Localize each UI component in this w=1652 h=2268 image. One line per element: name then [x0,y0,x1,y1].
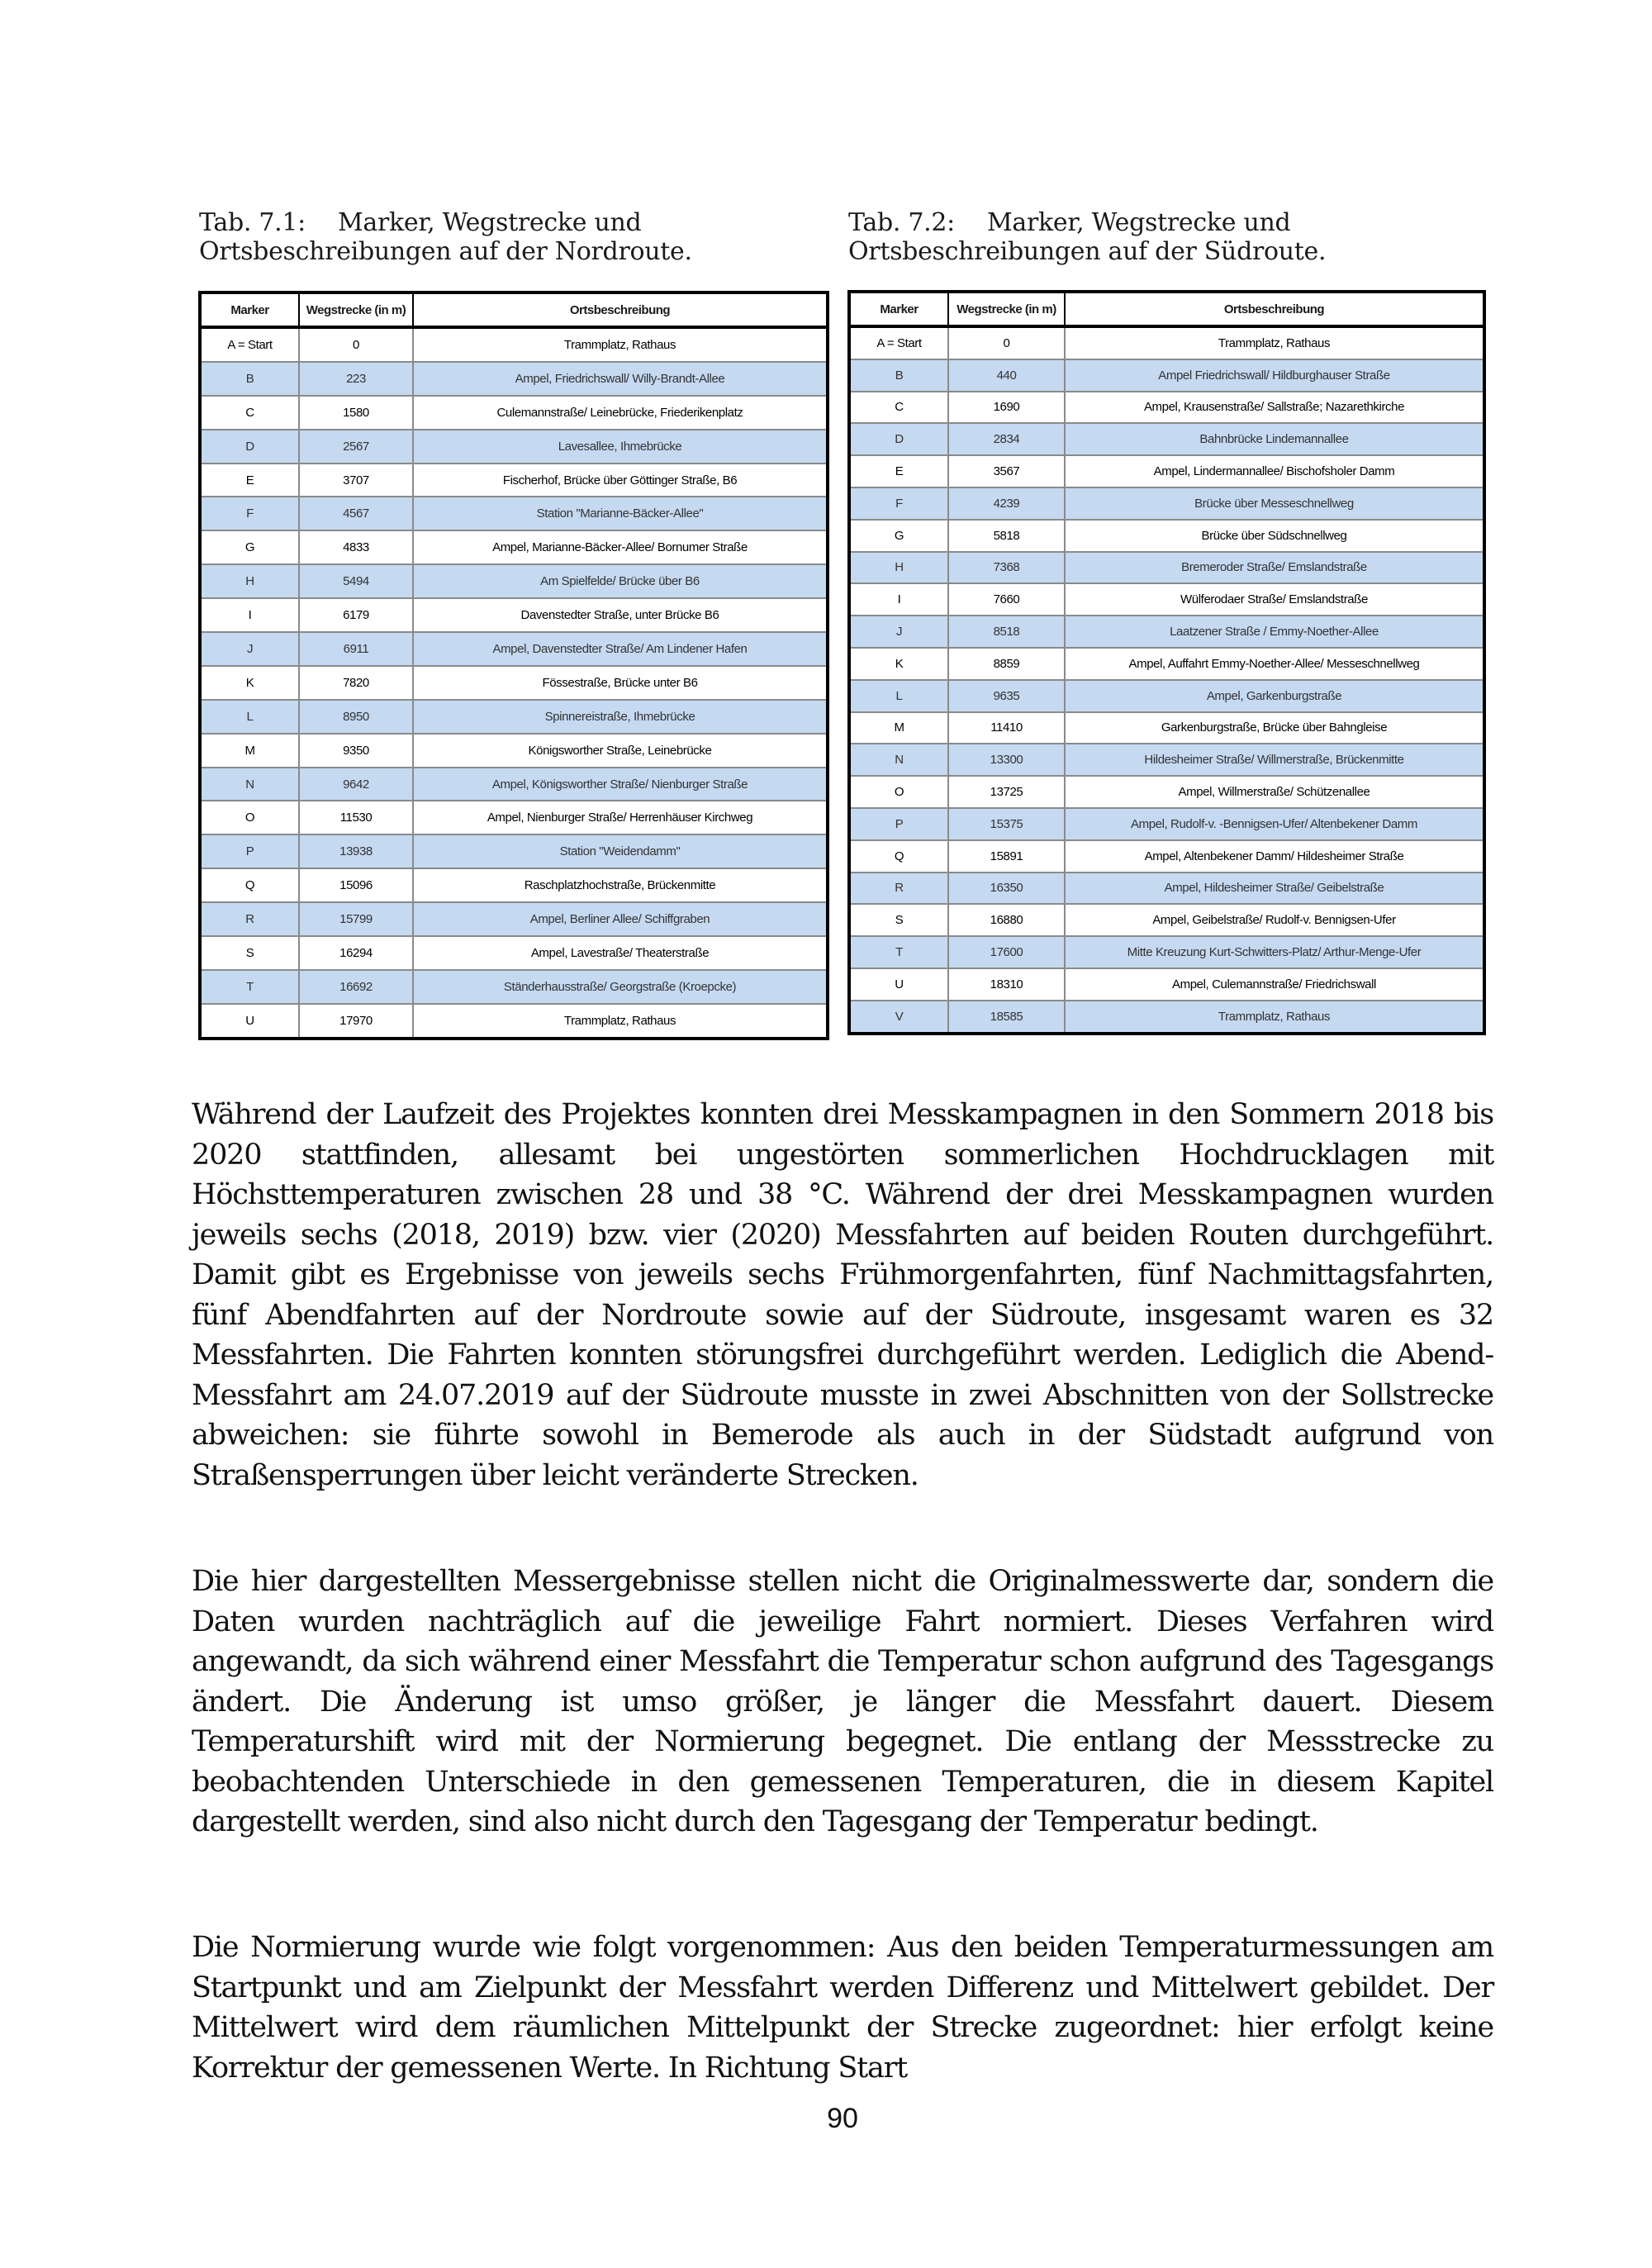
table-row [200,801,828,834]
table-header-row [200,292,828,327]
table-row [200,632,828,666]
cell-wegstrecke: 0 [948,326,1065,359]
cell-marker: H [849,552,948,584]
cell-wegstrecke: 15799 [299,902,413,936]
cell-ortsbeschreibung: Ampel, Nienburger Straße/ Herrenhäuser Kirchweg [413,801,828,834]
body-paragraph-messkampagnen: Während der Laufzeit des Projektes konnten drei Messkampagnen in den Sommern 2018 bis 2020 stattfinden, allesamt bei ungestörten sommerlichen Hochdrucklagen mit Höchsttemperaturen zwischen 28 und 38 °C. Während der drei Messkampagnen wurden jeweils sechs (2018, 2019) bzw. vier (2020) Messfahrten auf beiden Routen durchgeführt. Damit gibt es Ergebnisse von jeweils sechs Frühmorgenfahrten, fünf Nachmittagsfahrten, fünf Abendfahrten auf der Nordroute sowie auf der Südroute, insgesamt waren es 32 Messfahrten. Die Fahrten konnten störungsfrei durchgeführt werden. Lediglich die Abend-Messfahrt am 24.07.2019 auf der Südroute musste in zwei Abschnitten von der Sollstrecke abweichen: sie führte sowohl in Bemerode als auch in der Südstadt aufgrund von Straßensperrungen über leicht veränderte Strecken. [192,1098,1493,1492]
cell-ortsbeschreibung: Ampel, Marianne-Bäcker-Allee/ Bornumer Straße [413,530,828,564]
cell-wegstrecke: 7368 [948,552,1065,584]
table-row [200,598,828,632]
cell-ortsbeschreibung: Ampel, Geibelstraße/ Rudolf-v. Bennigsen-Ufer [1065,904,1484,936]
cell-wegstrecke: 16350 [948,872,1065,905]
cell-marker: U [849,968,948,1001]
cell-wegstrecke: 2567 [299,430,413,464]
cell-marker: R [849,872,948,905]
column-header-ortsbeschreibung: Ortsbeschreibung [1065,292,1484,326]
cell-ortsbeschreibung: Garkenburgstraße, Brücke über Bahngleise [1065,712,1484,744]
page-number: 90 [827,2103,858,2134]
cell-ortsbeschreibung: Ampel, Rudolf-v. -Bennigsen-Ufer/ Altenbekener Damm [1065,808,1484,840]
cell-marker: L [849,680,948,712]
cell-ortsbeschreibung: Trammplatz, Rathaus [1065,326,1484,359]
table-row [849,359,1484,392]
cell-wegstrecke: 4833 [299,530,413,564]
cell-ortsbeschreibung: Ampel, Krausenstraße/ Sallstraße; Nazarethkirche [1065,392,1484,424]
cell-marker: D [849,423,948,455]
cell-marker: T [200,970,299,1004]
cell-ortsbeschreibung: Culemannstraße/ Leinebrücke, Friederikenplatz [413,396,828,430]
table-row [200,700,828,734]
cell-ortsbeschreibung: Spinnereistraße, Ihmebrücke [413,700,828,734]
cell-marker: S [200,936,299,970]
cell-ortsbeschreibung: Brücke über Messeschnellweg [1065,487,1484,520]
table-row [849,904,1484,936]
cell-wegstrecke: 18310 [948,968,1065,1001]
column-header-ortsbeschreibung: Ortsbeschreibung [413,292,828,327]
table-row [849,808,1484,840]
cell-wegstrecke: 9635 [948,680,1065,712]
table-row [200,497,828,530]
column-header-wegstrecke: Wegstrecke (in m) [299,292,413,327]
cell-marker: I [200,598,299,632]
table-row [849,872,1484,905]
cell-wegstrecke: 8950 [299,700,413,734]
cell-marker: R [200,902,299,936]
table-row [200,970,828,1004]
table-caption-suedroute [848,208,1326,266]
table-row [200,768,828,801]
cell-marker: H [200,564,299,598]
cell-marker: C [200,396,299,430]
cell-marker: L [200,700,299,734]
table-row [200,530,828,564]
caption-text: Ortsbeschreibungen auf der Nordroute. [199,237,692,266]
table-row [200,564,828,598]
body-paragraph-normierung-intro: Die hier dargestellten Messergebnisse stellen nicht die Originalmesswerte dar, sondern die Daten wurden nachträglich auf die jeweilige Fahrt normiert. Dieses Verfahren wird angewandt, da sich während einer Messfahrt die Temperatur schon aufgrund des Tagesgangs ändert. Die Änderung ist umso größer, je länger die Messfahrt dauert. Diesem Temperaturshift wird mit der Normierung begegnet. Die entlang der Messstrecke zu beobachtenden Unterschiede in den gemessenen Temperaturen, die in diesem Kapitel dargestellt werden, sind also nicht durch den Tagesgang der Temperatur bedingt. [192,1565,1493,1838]
cell-wegstrecke: 7660 [948,583,1065,616]
table-header-row [849,292,1484,326]
cell-ortsbeschreibung: Ampel, Berliner Allee/ Schiffgraben [413,902,828,936]
cell-ortsbeschreibung: Ampel, Königsworther Straße/ Nienburger Straße [413,768,828,801]
cell-ortsbeschreibung: Ampel Friedrichswall/ Hildburghauser Straße [1065,359,1484,392]
cell-marker: A = Start [849,326,948,359]
cell-marker: G [849,520,948,552]
table-row [849,840,1484,872]
table-row [849,392,1484,424]
cell-marker: I [849,583,948,616]
cell-ortsbeschreibung: Fischerhof, Brücke über Göttinger Straße, B6 [413,464,828,497]
caption-text: Marker, Wegstrecke und [338,208,642,237]
cell-wegstrecke: 13938 [299,834,413,868]
cell-ortsbeschreibung: Ampel, Auffahrt Emmy-Noether-Allee/ Messeschnellweg [1065,648,1484,680]
cell-marker: D [200,430,299,464]
cell-ortsbeschreibung: Davenstedter Straße, unter Brücke B6 [413,598,828,632]
cell-wegstrecke: 16294 [299,936,413,970]
cell-ortsbeschreibung: Bremeroder Straße/ Emslandstraße [1065,552,1484,584]
caption-text: Marker, Wegstrecke und [987,208,1291,237]
cell-wegstrecke: 16692 [299,970,413,1004]
cell-wegstrecke: 11530 [299,801,413,834]
cell-marker: B [849,359,948,392]
cell-wegstrecke: 4239 [948,487,1065,520]
body-paragraph-normierung-method: Die Normierung wurde wie folgt vorgenommen: Aus den beiden Temperaturmessungen am Startpunkt und am Zielpunkt der Messfahrt werden Differenz und Mittelwert gebildet. Der Mittelwert wird dem räumlichen Mittelpunkt der Strecke zugeordnet: hier erfolgt keine Korrektur der gemessenen Werte. In Richtung Start [192,1931,1493,2085]
cell-ortsbeschreibung: Raschplatzhochstraße, Brückenmitte [413,868,828,902]
table-row [200,834,828,868]
cell-wegstrecke: 0 [299,327,413,362]
cell-ortsbeschreibung: Mitte Kreuzung Kurt-Schwitters-Platz/ Arthur-Menge-Ufer [1065,936,1484,968]
table-row [849,712,1484,744]
cell-wegstrecke: 15375 [948,808,1065,840]
cell-ortsbeschreibung: Lavesallee, Ihmebrücke [413,430,828,464]
table-row [200,430,828,464]
table-row [849,552,1484,584]
cell-wegstrecke: 9350 [299,734,413,768]
table-row [200,464,828,497]
cell-marker: K [849,648,948,680]
cell-marker: O [849,776,948,808]
table-row [849,423,1484,455]
cell-marker: E [200,464,299,497]
cell-wegstrecke: 2834 [948,423,1065,455]
cell-wegstrecke: 13300 [948,744,1065,776]
cell-wegstrecke: 16880 [948,904,1065,936]
cell-ortsbeschreibung: Am Spielfelde/ Brücke über B6 [413,564,828,598]
table-row [200,327,828,362]
cell-ortsbeschreibung: Bahnbrücke Lindemannallee [1065,423,1484,455]
cell-ortsbeschreibung: Ampel, Lavestraße/ Theaterstraße [413,936,828,970]
caption-label: Tab. 7.1: [199,208,306,237]
caption-label: Tab. 7.2: [848,208,955,237]
cell-wegstrecke: 7820 [299,666,413,700]
cell-ortsbeschreibung: Ampel, Hildesheimer Straße/ Geibelstraße [1065,872,1484,905]
cell-wegstrecke: 18585 [948,1001,1065,1034]
cell-wegstrecke: 15096 [299,868,413,902]
table-row [200,936,828,970]
cell-marker: F [200,497,299,530]
table-row [849,326,1484,359]
table-row [849,1001,1484,1034]
cell-marker: U [200,1004,299,1039]
cell-wegstrecke: 9642 [299,768,413,801]
column-header-marker: Marker [200,292,299,327]
cell-wegstrecke: 17600 [948,936,1065,968]
cell-ortsbeschreibung: Trammplatz, Rathaus [413,327,828,362]
cell-marker: P [200,834,299,868]
cell-ortsbeschreibung: Ampel, Friedrichswall/ Willy-Brandt-Allee [413,362,828,396]
cell-wegstrecke: 11410 [948,712,1065,744]
cell-marker: N [200,768,299,801]
cell-wegstrecke: 8518 [948,616,1065,648]
cell-ortsbeschreibung: Ampel, Lindermannallee/ Bischofsholer Damm [1065,455,1484,487]
column-header-marker: Marker [849,292,948,326]
cell-marker: C [849,392,948,424]
cell-ortsbeschreibung: Königsworther Straße, Leinebrücke [413,734,828,768]
cell-wegstrecke: 13725 [948,776,1065,808]
cell-ortsbeschreibung: Ständerhausstraße/ Georgstraße (Kroepcke) [413,970,828,1004]
table-row [849,648,1484,680]
cell-marker: Q [849,840,948,872]
cell-marker: T [849,936,948,968]
cell-wegstrecke: 4567 [299,497,413,530]
cell-ortsbeschreibung: Ampel, Davenstedter Straße/ Am Lindener Hafen [413,632,828,666]
cell-marker: J [849,616,948,648]
table-row [200,362,828,396]
table-row [849,776,1484,808]
cell-marker: O [200,801,299,834]
cell-marker: E [849,455,948,487]
cell-marker: A = Start [200,327,299,362]
cell-wegstrecke: 3567 [948,455,1065,487]
cell-marker: J [200,632,299,666]
table-row [849,936,1484,968]
table-row [849,616,1484,648]
cell-ortsbeschreibung: Hildesheimer Straße/ Willmerstraße, Brückenmitte [1065,744,1484,776]
cell-wegstrecke: 3707 [299,464,413,497]
cell-wegstrecke: 1580 [299,396,413,430]
cell-wegstrecke: 223 [299,362,413,396]
table-row [200,666,828,700]
cell-wegstrecke: 6179 [299,598,413,632]
table-row [200,1004,828,1039]
column-header-wegstrecke: Wegstrecke (in m) [948,292,1065,326]
table-row [849,744,1484,776]
table-row [200,396,828,430]
caption-text: Ortsbeschreibungen auf der Südroute. [848,237,1327,266]
cell-marker: S [849,904,948,936]
table-row [849,583,1484,616]
cell-ortsbeschreibung: Ampel, Culemannstraße/ Friedrichswall [1065,968,1484,1001]
cell-wegstrecke: 8859 [948,648,1065,680]
cell-ortsbeschreibung: Laatzener Straße / Emmy-Noether-Allee [1065,616,1484,648]
cell-ortsbeschreibung: Station "Weidendamm" [413,834,828,868]
table-caption-nordroute [199,208,692,266]
table-suedroute [847,290,1486,1035]
table-row [200,902,828,936]
cell-wegstrecke: 5494 [299,564,413,598]
cell-marker: M [849,712,948,744]
table-row [200,734,828,768]
cell-wegstrecke: 1690 [948,392,1065,424]
cell-ortsbeschreibung: Trammplatz, Rathaus [563,1013,676,1028]
table-row [849,455,1484,487]
cell-marker: Q [200,868,299,902]
cell-ortsbeschreibung: Brücke über Südschnellweg [1065,520,1484,552]
cell-ortsbeschreibung: Station "Marianne-Bäcker-Allee" [413,497,828,530]
cell-ortsbeschreibung: Ampel, Altenbekener Damm/ Hildesheimer Straße [1065,840,1484,872]
table-row [200,868,828,902]
cell-wegstrecke: 440 [948,359,1065,392]
cell-wegstrecke: 17970 [299,1004,413,1039]
cell-wegstrecke: 5818 [948,520,1065,552]
cell-marker: K [200,666,299,700]
cell-marker: M [200,734,299,768]
cell-ortsbeschreibung: Ampel, Willmerstraße/ Schützenallee [1065,776,1484,808]
cell-ortsbeschreibung: Fössestraße, Brücke unter B6 [413,666,828,700]
cell-marker: P [849,808,948,840]
cell-ortsbeschreibung: Wülferodaer Straße/ Emslandstraße [1065,583,1484,616]
cell-wegstrecke: 15891 [948,840,1065,872]
cell-marker: N [849,744,948,776]
table-row [849,680,1484,712]
cell-ortsbeschreibung: Ampel, Garkenburgstraße [1065,680,1484,712]
cell-marker: B [200,362,299,396]
cell-marker: F [849,487,948,520]
cell-ortsbeschreibung: Trammplatz, Rathaus [1065,1001,1484,1034]
table-row [849,520,1484,552]
cell-marker: G [200,530,299,564]
table-nordroute [198,291,829,1040]
cell-wegstrecke: 6911 [299,632,413,666]
table-row [849,968,1484,1001]
table-row [849,487,1484,520]
cell-marker: V [849,1001,948,1034]
